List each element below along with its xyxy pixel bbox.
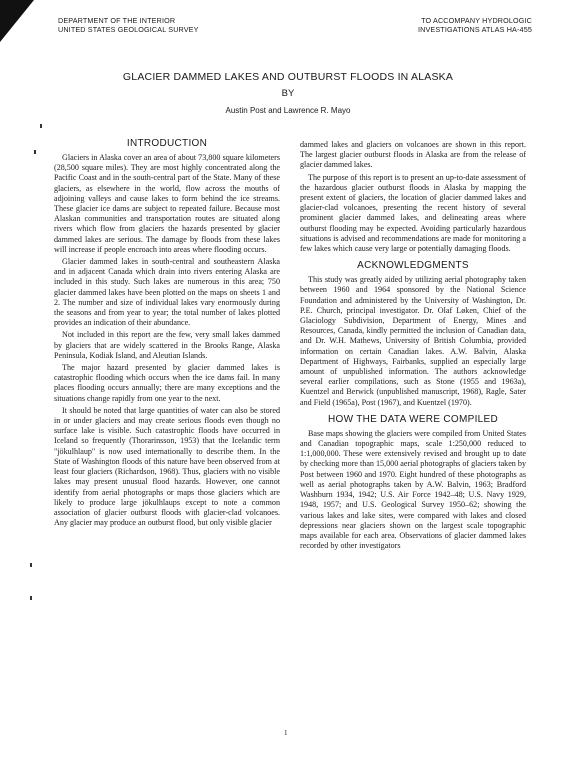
- header-left: [58, 16, 199, 34]
- header-right-line1: TO ACCOMPANY HYDROLOGIC: [421, 16, 532, 25]
- intro-paragraph-4: The major hazard presented by glacier dammed lakes is catastrophic flooding which occurs when the ice dams fail. In many places flooding occurs annually; there are many exceptions and the situations change rapidly from one year to the next.: [54, 363, 280, 403]
- margin-mark: [34, 150, 36, 154]
- authors: Austin Post and Lawrence R. Mayo: [225, 106, 351, 115]
- margin-mark: [30, 563, 32, 567]
- intro-paragraph-2: Glacier dammed lakes in south-central and southeastern Alaska and in adjacent Canada which drain into rivers entering Alaska are included in this study. Such lakes are numerous in this area; 750 glacier dammed lakes have been plotted on the maps on sheets 1 and 2. The number and size of individual lakes vary enormously during the seasons and from year to year; the total number of lakes plotted provides an indication of their abundance.: [54, 257, 280, 328]
- introduction-heading: INTRODUCTION: [126, 138, 208, 149]
- how-compiled-heading: HOW THE DATA WERE COMPILED: [327, 413, 499, 425]
- header-left-line1: DEPARTMENT OF THE INTERIOR: [58, 16, 176, 25]
- header-left-line2: UNITED STATES GEOLOGICAL SURVEY: [58, 25, 199, 34]
- header-right-line2: INVESTIGATIONS ATLAS HA-455: [417, 25, 532, 34]
- page-number: 1: [284, 729, 288, 737]
- intro-continued-paragraph: dammed lakes and glaciers on volcanoes are shown in this report. The largest glacier outburst floods in Alaska are from the release of glacier dammed lakes.: [300, 140, 526, 170]
- by-line: BY: [281, 88, 295, 99]
- header-right: [418, 16, 532, 34]
- intro-paragraph-5: It should be noted that large quantities of water can also be stored in or under glaciers and may create serious floods even though no surface lake is visible. Such catastrophic floods have occurred in Iceland so frequently (Thorarinsson, 1953) that the Icelandic term "jökulhlaup" is now used internationally to describe them. In the State of Washington floods of this nature have been observed from at least four glaciers (Richardson, 1968). Thus, glaciers with no visible lakes may present unusual flood hazards. However, one cannot identify from aerial photographs or maps those glaciers which are likely to produce large jökulhlaups except to note a common association of glacier outburst floods with glacier-clad volcanoes. Any glacier may produce an outburst flood, but only visible glacier: [54, 405, 280, 528]
- paper-title: GLACIER DAMMED LAKES AND OUTBURST FLOODS IN ALASKA: [122, 71, 454, 83]
- acknowledgments-paragraph: This study was greatly aided by utilizing aerial photography taken between 1960 and 1964 sponsored by the National Science Foundation and administered by the University of Washington, Dr. P.E. Church, principal investigator. Dr. Olaf Løken, Chief of the Glaciology Subdivision, Department of Energy, Mines and Resources, Canada, kindly permitted the inclusion of Canadian data, and Dr. W.H. Mathews, University of British Columbia, provided information on certain Canadian lakes. A.W. Balvin, Alaska Department of Highways, Fairbanks, supplied an especially large amount of unpublished information. The authors acknowledge several earlier compilations, such as Stone (1955 and 1963a), Kuentzel and Berwick (unpublished manuscript, 1968), Ragle, Sater and Field (1965a), Post (1967), and Kuentzel (1970).: [300, 275, 526, 407]
- right-column: [300, 140, 526, 553]
- margin-mark: [40, 124, 42, 128]
- corner-mark: [0, 0, 34, 42]
- how-compiled-paragraph: Base maps showing the glaciers were compiled from United States and Canadian topographic maps, scale 1:250,000 reduced to 1:1,000,000. These were extensively revised and brought up to date by checking more than 15,000 aerial photographs of glaciers taken by Post between 1960 and 1970. Eight hundred of these photographs as well as aerial photographs taken by A.W. Balvin, 1963; Bradford Washburn 1934, 1942; U.S. Air Force 1942–48; U.S. Navy 1929, 1948, 1957; and U.S. Geological Survey 1950–62; showing the various lakes and lake sites, were compared with lakes and closed depressions near glaciers shown on the largest scale topographic maps available for each area. Observations of glacier dammed lakes recorded by other investigators: [300, 428, 526, 551]
- left-column: [54, 138, 280, 530]
- intro-paragraph-1: Glaciers in Alaska cover an area of about 73,800 square kilometers (28,500 square miles). They are most highly concentrated along the Pacific Coast and in the south-central part of the State. Many of these glaciers, as elsewhere in the world, flow across the mouths of adjoining valleys and cause lakes to form behind the ice streams. These glacier ice dams are subject to repeated failure. Because most Alaskan communities and transportation routes are situated along rivers which flow from glaciers the hazards presented by glacier dammed lakes are serious. The damage by floods from these lakes will increase if people encroach into areas where flooding occurs.: [54, 153, 280, 254]
- purpose-paragraph: The purpose of this report is to present an up-to-date assessment of the hazardous glacier outburst floods in Alaska by mapping the present extent of glaciers, the location of glacier dammed lakes and glacier-clad volcanoes, presenting the recent history of several prominent glacier dammed lakes, and delineating areas where outburst flooding may be expected. Avoiding particularly hazardous situations is advised and recommendations are made for monitoring a few lakes which cause very large or potentially damaging floods.: [300, 172, 526, 254]
- intro-paragraph-3: Not included in this report are the few, very small lakes dammed by glaciers that are widely scattered in the Brooks Range, Alaska Peninsula, Kodiak Island, and Aleutian Islands.: [54, 330, 280, 360]
- margin-mark: [30, 596, 32, 600]
- acknowledgments-heading: ACKNOWLEDGMENTS: [357, 260, 469, 272]
